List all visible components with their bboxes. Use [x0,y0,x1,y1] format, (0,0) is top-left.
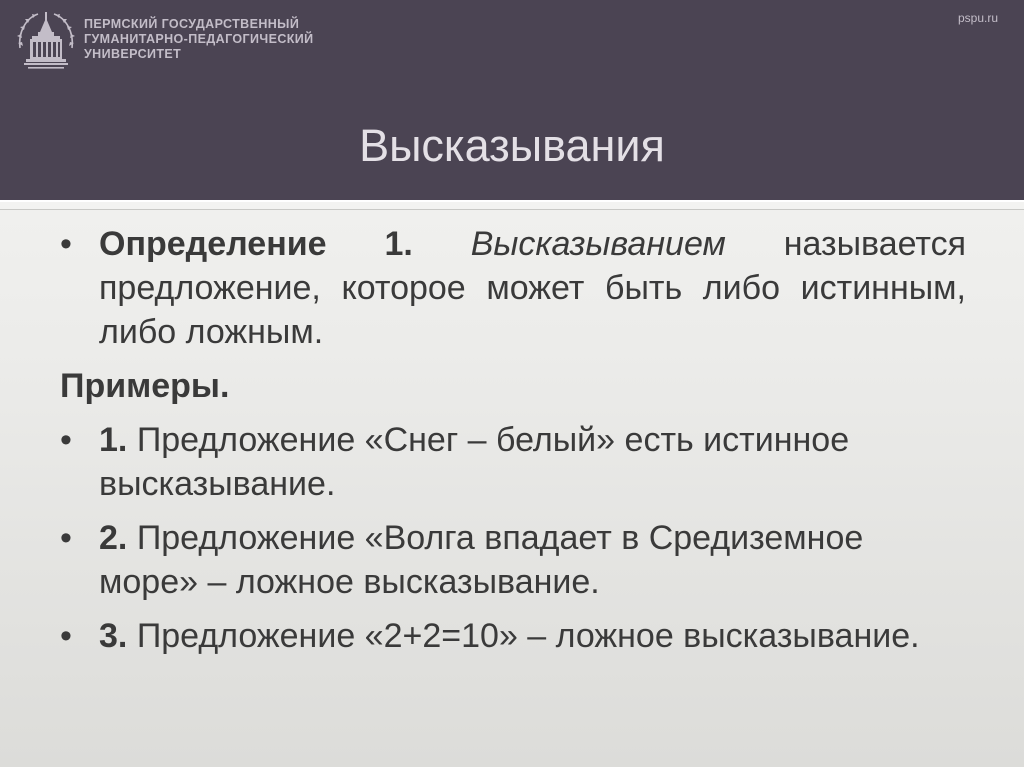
university-name-line-1: ПЕРМСКИЙ ГОСУДАРСТВЕННЫЙ [84,17,300,31]
example-number: 1. [99,421,128,459]
example-text: Предложение «Волга впадает в Средиземное море» – ложное высказывание. [99,519,864,601]
example-item-1 [60,418,966,506]
university-name-line-2: ГУМАНИТАРНО-ПЕДАГОГИЧЕСКИЙ [84,32,314,46]
site-url: pspu.ru [957,11,998,25]
university-emblem-icon [14,6,78,76]
university-name [84,17,314,62]
examples-heading: Примеры. [60,367,230,405]
example-item-3 [60,614,966,658]
header-divider [0,200,1024,210]
definition-label: Определение 1. [99,225,413,263]
example-number: 2. [99,519,128,557]
university-name-line-3: УНИВЕРСИТЕТ [84,47,182,61]
definition-item [60,222,966,354]
bullet-glyph: • [60,421,72,459]
definition-term: Высказыванием [470,225,726,263]
bullet-glyph: • [60,225,72,263]
example-text: Предложение «2+2=10» – ложное высказывание. [136,617,920,655]
slide-body [60,222,966,668]
example-item-2 [60,516,966,604]
slide-title: Высказывания [359,120,665,171]
example-text: Предложение «Снег – белый» есть истинное высказывание. [99,421,850,503]
definition-text: называется предложение, которое может быть либо истинным, либо ложным. [99,225,966,351]
bullet-glyph: • [60,519,72,557]
bullet-glyph: • [60,617,72,655]
example-number: 3. [99,617,128,655]
slide-header [0,0,1024,200]
